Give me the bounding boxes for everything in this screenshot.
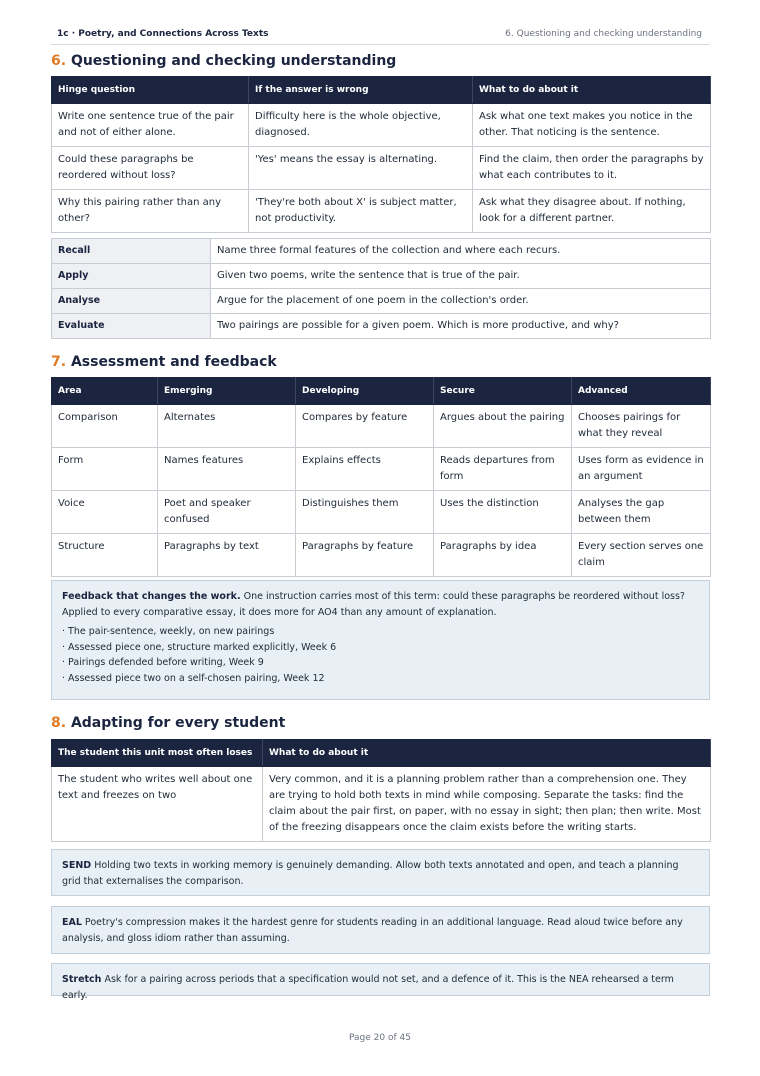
table-cell: Analyses the gap between them [572,491,711,534]
column-header: Area [52,378,158,405]
table-cell: Ask what they disagree about. If nothing, look for a different partner. [473,190,711,233]
table-cell: Names features [158,448,296,491]
table-cell: Paragraphs by feature [296,534,434,577]
list-item: · Assessed piece one, structure marked explicitly, Week 6 [62,641,337,653]
table-cell: Write one sentence true of the pair and not of either alone. [52,104,249,147]
table-cell: Explains effects [296,448,434,491]
table-row [52,147,711,190]
table-row [52,405,711,448]
list-item: · The pair-sentence, weekly, on new pairings [62,626,275,637]
table-row [52,448,711,491]
section-heading-7 [51,354,277,370]
section-number: 8. [51,715,67,731]
column-header: Hinge question [52,77,249,104]
column-header: If the answer is wrong [249,77,473,104]
table-cell: Reads departures from form [434,448,572,491]
section-title: Assessment and feedback [70,354,277,370]
stretch-paragraph [62,972,699,1003]
level-label: Apply [52,264,211,289]
table-cell: Argues about the pairing [434,405,572,448]
table-row [52,239,711,264]
feedback-list [62,624,699,686]
feedback-paragraph [62,589,699,620]
table-cell: Compares by feature [296,405,434,448]
send-lead: SEND [62,860,92,871]
table-row [52,534,711,577]
level-label: Analyse [52,289,211,314]
table-cell: Alternates [158,405,296,448]
section-heading-8 [51,715,285,731]
column-header: Developing [296,378,434,405]
section-title: Adapting for every student [70,715,286,731]
feedback-body: One instruction carries most of this term: could these paragraphs be reordered without loss? Applied to every comparative essay, it does more for AO4 than any amount of explanation. [62,591,685,618]
table-cell: Uses form as evidence in an argument [572,448,711,491]
table-cell: Paragraphs by text [158,534,296,577]
table-row [52,104,711,147]
level-task: Given two poems, write the sentence that is true of the pair. [211,264,711,289]
table-cell: 'They're both about X' is subject matter, not productivity. [249,190,473,233]
eal-body: Poetry's compression makes it the hardest genre for students reading in an additional language. Read aloud twice before any analysis, and gloss idiom rather than assuming. [62,917,683,944]
send-body: Holding two texts in working memory is genuinely demanding. Allow both texts annotated and open, and teach a planning grid that externalises the comparison. [62,860,679,887]
level-task: Argue for the placement of one poem in the collection's order. [211,289,711,314]
eal-lead: EAL [62,917,82,928]
table-cell: Paragraphs by idea [434,534,572,577]
stretch-body: Ask for a pairing across periods that a specification would not set, and a defence of it. This is the NEA rehearsed a term early. [62,974,674,1001]
table-row [52,314,711,339]
eal-callout [51,906,710,954]
table-header-row [52,378,711,405]
table-cell: Why this pairing rather than any other? [52,190,249,233]
table-cell: Poet and speaker confused [158,491,296,534]
table-cell: Structure [52,534,158,577]
column-header: What to do about it [473,77,711,104]
stretch-lead: Stretch [62,974,102,985]
table-row [52,289,711,314]
table-cell: Every section serves one claim [572,534,711,577]
section-heading-6 [51,53,396,69]
stretch-callout [51,963,710,1001]
question-levels-table [51,238,711,339]
table-row [52,491,711,534]
table-row [52,190,711,233]
feedback-lead: Feedback that changes the work. [62,591,241,602]
list-item: · Assessed piece two on a self-chosen pairing, Week 12 [62,672,325,684]
table-cell: Form [52,448,158,491]
page-number: Page 20 of 45 [349,1033,411,1043]
column-header: Advanced [572,378,711,405]
column-header: Secure [434,378,572,405]
table-row [52,264,711,289]
table-cell: Could these paragraphs be reordered without loss? [52,147,249,190]
column-header: Emerging [158,378,296,405]
table-cell: Distinguishes them [296,491,434,534]
column-header: What to do about it [263,740,711,767]
table-cell: Difficulty here is the whole objective, diagnosed. [249,104,473,147]
running-header [51,28,710,45]
table-cell: Uses the distinction [434,491,572,534]
section-number: 6. [51,53,67,69]
eal-paragraph [62,915,699,946]
column-header: The student this unit most often loses [52,740,263,767]
table-header-row [52,740,711,767]
assessment-table [51,377,711,577]
running-header-unit: 1c · Poetry, and Connections Across Texts [57,29,269,39]
adapting-table [51,739,711,842]
list-item: · Pairings defended before writing, Week 9 [62,657,264,668]
section-title: Questioning and checking understanding [70,53,397,69]
level-label: Recall [52,239,211,264]
section-number: 7. [51,354,67,370]
running-header-section: 6. Questioning and checking understanding [505,29,702,39]
table-header-row [52,77,711,104]
send-paragraph [62,858,699,889]
level-task: Two pairings are possible for a given poem. Which is more productive, and why? [211,314,711,339]
table-cell: Voice [52,491,158,534]
table-cell: Comparison [52,405,158,448]
table-cell: 'Yes' means the essay is alternating. [249,147,473,190]
hinge-question-table [51,76,711,233]
feedback-callout [51,580,710,700]
level-task: Name three formal features of the collection and where each recurs. [211,239,711,264]
send-callout [51,849,710,896]
table-cell: Very common, and it is a planning problem rather than a comprehension one. They are trying to hold both texts in mind while composing. Separate the tasks: find the claim about the pair first, on paper, with no essay in sight; then plan; then write. Most of the freezing disappears once the claim exists before the writing starts. [263,767,711,842]
table-cell: Ask what one text makes you notice in the other. That noticing is the sentence. [473,104,711,147]
level-label: Evaluate [52,314,211,339]
table-cell: Chooses pairings for what they reveal [572,405,711,448]
table-row [52,767,711,842]
table-cell: Find the claim, then order the paragraphs by what each contributes to it. [473,147,711,190]
table-cell: The student who writes well about one text and freezes on two [52,767,263,842]
